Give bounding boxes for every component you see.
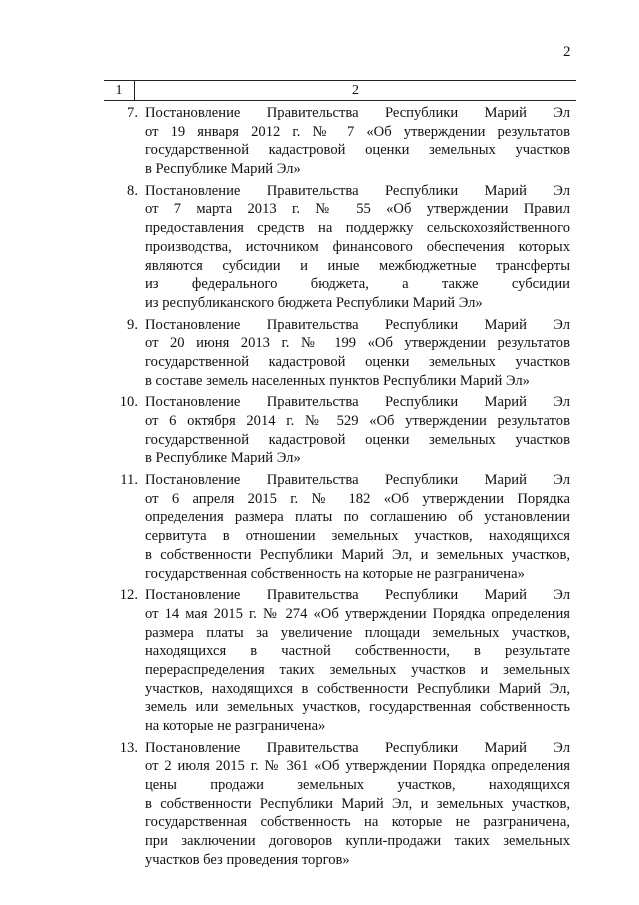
item-number: 10. (119, 394, 138, 411)
list-item (104, 586, 574, 736)
item-text-line: государственной кадастровой оценки земельных участков (145, 142, 570, 159)
item-text (145, 739, 570, 870)
item-text-line: цены продажи земельных участков, находящихся (145, 777, 570, 794)
item-text (145, 471, 570, 583)
item-text-line: от 2 июля 2015 г. № 361 «Об утверждении Порядка определения (145, 758, 570, 775)
item-text-line: находящихся в частной собственности, в результате (145, 643, 570, 660)
item-text-line: государственная собственность на которые не разграничена» (145, 565, 525, 582)
item-number: 12. (119, 587, 138, 604)
list-item (104, 182, 574, 313)
item-text-line: участков без проведения торгов» (145, 851, 350, 868)
list-item (104, 316, 574, 391)
item-text-line: на которые не разграничена» (145, 718, 326, 734)
item-text-line: земель или земельных участков, государственная собственность (145, 699, 570, 716)
item-text-line: перераспределения таких земельных участков и земельных (145, 661, 570, 678)
item-text-line: Постановление Правительства Республики Марий Эл (145, 587, 570, 604)
item-number: 8. (127, 182, 138, 199)
item-text-line: государственной кадастровой оценки земельных участков (145, 431, 570, 448)
item-text-line: Постановление Правительства Республики Марий Эл (145, 316, 570, 333)
item-text-line: являются субсидии и иные межбюджетные трансферты (145, 257, 570, 274)
item-text-line: государственной кадастровой оценки земельных участков (145, 353, 570, 370)
item-text-line: в собственности Республики Марий Эл, и земельных участков, (145, 795, 570, 812)
table-header-col-1: 1 (104, 81, 135, 100)
list-item (104, 471, 574, 583)
item-text-line: от 6 апреля 2015 г. № 182 «Об утверждении Порядка (145, 490, 570, 507)
item-number: 13. (119, 739, 138, 756)
item-text-line: от 14 мая 2015 г. № 274 «Об утверждении Порядка определения (145, 605, 570, 622)
item-text (145, 586, 570, 736)
item-text-line: в собственности Республики Марий Эл, и земельных участков, (145, 546, 570, 563)
item-text (145, 316, 570, 391)
item-text-line: Постановление Правительства Республики Марий Эл (145, 472, 570, 489)
item-text-line: участков, находящихся в собственности Республики Марий Эл, (145, 680, 570, 697)
item-text-line: сервитута в отношении земельных участков, находящихся (145, 528, 570, 545)
item-text (145, 393, 570, 468)
list-item (104, 104, 574, 179)
item-text-line: определения размера платы по соглашению об установлении (145, 509, 570, 526)
item-text-line: предоставления средств на поддержку сельскохозяйственного (145, 220, 570, 237)
item-text-line: из республиканского бюджета Республики Марий Эл» (145, 294, 483, 311)
item-text-line: в Республике Марий Эл» (145, 161, 301, 178)
item-text-line: Постановление Правительства Республики Марий Эл (145, 394, 570, 411)
item-text-line: из федерального бюджета, а также субсидии (145, 276, 570, 293)
item-number: 7. (127, 105, 138, 121)
list-item (104, 393, 574, 468)
table-header-row (104, 80, 576, 101)
item-text (145, 104, 570, 179)
item-text-line: размера платы за увеличение площади земельных участков, (145, 624, 570, 641)
item-text-line: Постановление Правительства Республики Марий Эл (145, 739, 570, 756)
page-number: 2 (563, 44, 571, 60)
item-text-line: государственная собственность на которые не разграничена, (145, 814, 570, 831)
item-text-line: Постановление Правительства Республики Марий Эл (145, 182, 570, 199)
item-text-line: от 7 марта 2013 г. № 55 «Об утверждении Правил (145, 201, 570, 218)
item-text-line: от 6 октября 2014 г. № 529 «Об утверждении результатов (145, 413, 570, 429)
item-text (145, 182, 570, 313)
item-text-line: производства, источником финансового обеспечения которых (145, 238, 570, 255)
item-text-line: от 20 июня 2013 г. № 199 «Об утверждении результатов (145, 335, 570, 352)
item-number: 9. (127, 316, 138, 333)
item-text-line: от 19 января 2012 г. № 7 «Об утверждении результатов (145, 123, 570, 140)
item-text-line: в Республике Марий Эл» (145, 450, 301, 467)
item-text-line: Постановление Правительства Республики Марий Эл (145, 105, 570, 121)
item-text-line: при заключении договоров купли-продажи таких земельных (145, 833, 570, 850)
item-number: 11. (120, 472, 138, 489)
table-header-col-2: 2 (352, 83, 359, 98)
item-text-line: в составе земель населенных пунктов Республики Марий Эл» (145, 372, 530, 389)
document-items-list (104, 104, 574, 873)
list-item (104, 739, 574, 870)
